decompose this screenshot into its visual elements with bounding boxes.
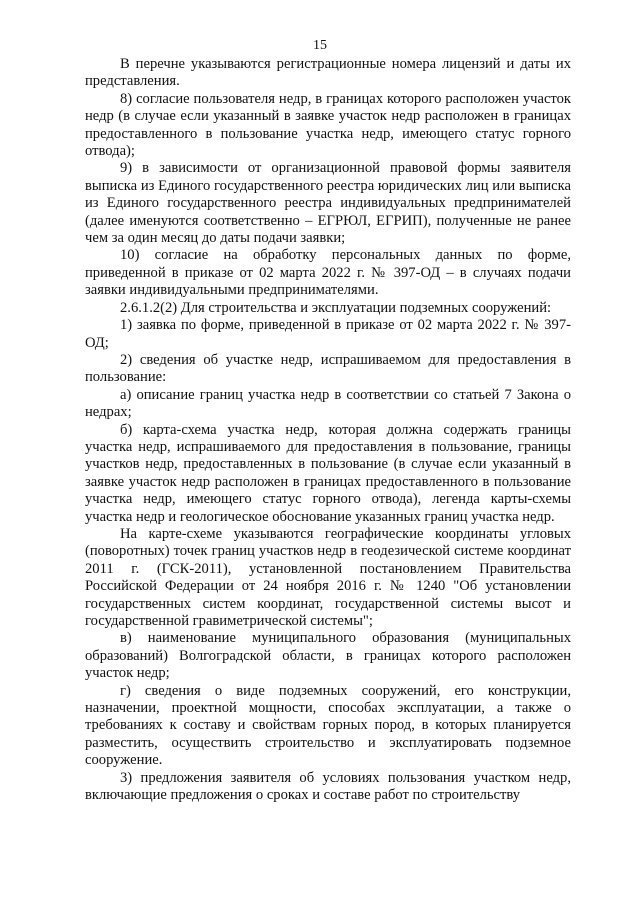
- document-body: [85, 56, 571, 804]
- paragraph-item-8: 8) согласие пользователя недр, в границах которого расположен участок недр (в случае если указанный в заявке участок недр расположен в границах предоставленного в пользование участка недр, имеющего статус горного отвода);: [85, 90, 571, 160]
- paragraph-section-2-6-1-2-2: 2.6.1.2(2) Для строительства и эксплуатации подземных сооружений:: [120, 299, 552, 316]
- paragraph-item-2g: г) сведения о виде подземных сооружений, его конструкции, назначении, проектной мощности, способах эксплуатации, а также о требованиях к составу и свойствам горных пород, в которых планируется разместить, осуществить строительство и эксплуатировать подземное сооружение.: [85, 682, 571, 769]
- paragraph-item-3: 3) предложения заявителя об условиях пользования участком недр, включающие предложения о сроках и составе работ по строительству: [85, 769, 571, 804]
- paragraph-item-2v: в) наименование муниципального образования (муниципальных образований) Волгоградской области, в границах которого расположен участок недр;: [85, 630, 571, 682]
- paragraph-item-2: 2) сведения об участке недр, испрашиваемом для предоставления в пользование:: [85, 351, 571, 386]
- paragraph-map-coordinates: На карте-схеме указываются географические координаты угловых (поворотных) точек границ участков недр в геодезической системе координат 2011 г. (ГСК-2011), установленной постановлением Правительства Российской Федерации от 24 ноября 2016 г. № 1240 "Об установлении государственных систем координат, государственной системы высот и государственной гравиметрической системы";: [85, 525, 571, 629]
- paragraph-item-9: 9) в зависимости от организационной правовой формы заявителя выписка из Единого государственного реестра юридических лиц или выписка из Единого государственного реестра индивидуальных предпринимателей (далее именуются соответственно – ЕГРЮЛ, ЕГРИП), полученные не ранее чем за один месяц до даты подачи заявки;: [85, 160, 571, 247]
- page-number: 15: [313, 38, 327, 53]
- paragraph-item-2a: а) описание границ участка недр в соответствии со статьей 7 Закона о недрах;: [85, 386, 571, 421]
- paragraph-license-list: В перечне указываются регистрационные номера лицензий и даты их представления.: [85, 56, 571, 90]
- paragraph-item-10: 10) согласие на обработку персональных данных по форме, приведенной в приказе от 02 марта 2022 г. № 397-ОД – в случаях подачи заявки индивидуальными предпринимателями.: [85, 247, 571, 299]
- paragraph-item-1: 1) заявка по форме, приведенной в приказе от 02 марта 2022 г. № 397-ОД;: [85, 317, 571, 351]
- paragraph-item-2b: б) карта-схема участка недр, которая должна содержать границы участка недр, испрашиваемого для предоставления в пользование, границы участков недр, предоставленных в пользование (в случае если указанный в заявке участок недр расположен в границах предоставленного в пользование участка недр, имеющего статус горного отвода), легенда карты-схемы участка недр и геологическое обоснование указанных границ участка недр.: [85, 421, 571, 525]
